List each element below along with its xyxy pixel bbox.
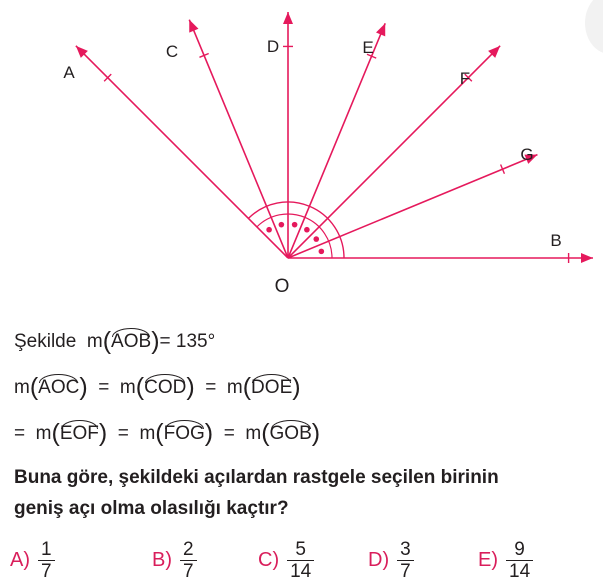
angle-dot-4 xyxy=(304,227,310,233)
ray-C-arrowhead xyxy=(189,20,198,33)
given-line-3: = m(EOF) = m(FOG) = m(GOB) xyxy=(14,419,321,447)
angle-dot-1 xyxy=(266,227,272,233)
angle-GOB: GOB xyxy=(269,423,312,444)
option-e-fraction: $\frac{9}{14}$ xyxy=(506,539,533,582)
ray-E xyxy=(288,23,385,258)
ray-label-B: B xyxy=(550,231,562,250)
option-e-letter: E) xyxy=(478,548,498,571)
option-c-letter: C) xyxy=(258,548,280,571)
vertex-label-O: O xyxy=(274,276,290,297)
option-d[interactable] xyxy=(368,537,414,583)
angle-AOC: AOC xyxy=(38,377,80,398)
option-d-fraction: $\frac{3}{7}$ xyxy=(397,539,414,582)
option-c[interactable] xyxy=(258,537,314,583)
question-line-2: geniş açı olma olasılığı kaçtır? xyxy=(14,498,289,519)
given-line-1: Şekilde m(AOB)= 135° xyxy=(14,327,216,355)
angle-AOB: AOB xyxy=(111,331,152,352)
angle-FOG: FOG xyxy=(163,423,205,444)
angle-dot-2 xyxy=(279,222,285,228)
ray-G xyxy=(288,155,537,258)
ray-label-E: E xyxy=(362,38,374,57)
option-a-letter: A) xyxy=(10,548,30,571)
ray-D-arrowhead xyxy=(283,12,293,24)
ray-label-C: C xyxy=(165,42,179,61)
option-a-fraction: $\frac{1}{7}$ xyxy=(38,539,55,582)
angle-COD: COD xyxy=(144,377,187,398)
given-prefix: Şekilde xyxy=(14,331,77,352)
given-m: m xyxy=(86,331,103,352)
option-a[interactable] xyxy=(10,537,55,583)
given-value: = 135° xyxy=(159,331,216,352)
question-line-1: Buna göre, şekildeki açılardan rastgele seçilen birinin xyxy=(14,467,499,488)
angle-dot-5 xyxy=(313,236,319,242)
angle-dot-6 xyxy=(319,249,325,255)
question-text xyxy=(14,462,499,524)
ray-label-D: D xyxy=(266,37,280,56)
option-b-letter: B) xyxy=(152,548,172,571)
ray-label-G: G xyxy=(520,145,534,164)
angle-DOE: DOE xyxy=(251,377,293,398)
ray-label-F: F xyxy=(459,69,471,88)
ray-B-arrowhead xyxy=(581,253,593,263)
angle-dot-3 xyxy=(292,222,298,228)
angle-EOF: EOF xyxy=(59,423,99,444)
ray-label-A: A xyxy=(63,63,75,82)
option-b[interactable] xyxy=(152,537,197,583)
option-d-letter: D) xyxy=(368,548,390,571)
option-c-fraction: $\frac{5}{14}$ xyxy=(287,539,314,582)
option-e[interactable] xyxy=(478,537,533,583)
option-b-fraction: $\frac{2}{7}$ xyxy=(180,539,197,582)
ray-E-arrowhead xyxy=(376,23,385,36)
given-line-2: m(AOC) = m(COD) = m(DOE) xyxy=(14,373,301,401)
